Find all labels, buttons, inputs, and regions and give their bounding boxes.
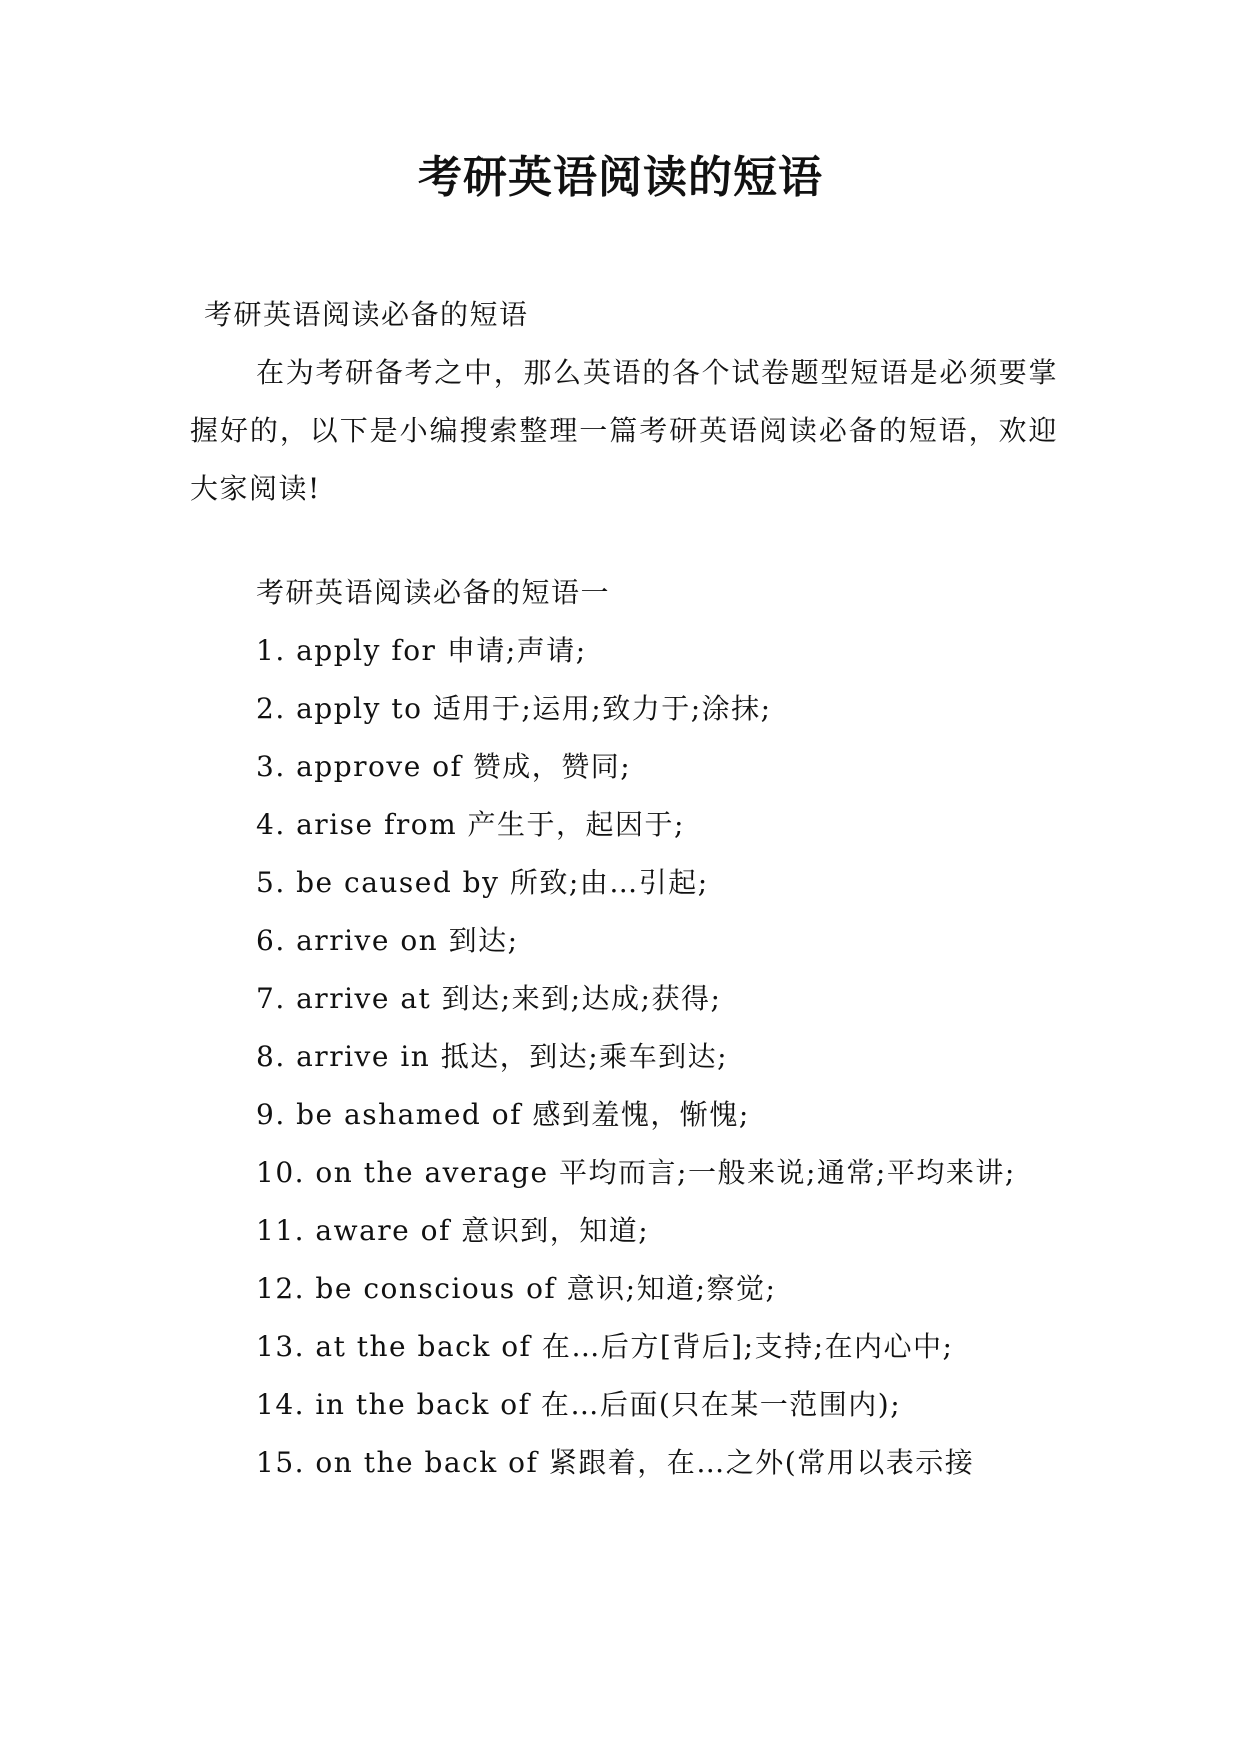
list-item: 11. aware of 意识到，知道; xyxy=(256,1214,650,1247)
list-item: 4. arise from 产生于，起因于; xyxy=(256,808,685,841)
list-item: 8. arrive in 抵达，到达;乘车到达; xyxy=(256,1040,729,1073)
paragraph-gap xyxy=(190,518,1058,564)
document-body xyxy=(190,286,1058,1492)
section-heading: 考研英语阅读必备的短语一 xyxy=(256,576,611,609)
list-item: 6. arrive on 到达; xyxy=(256,924,519,957)
list-item: 3. approve of 赞成，赞同; xyxy=(256,750,632,783)
intro-paragraph: 在为考研备考之中，那么英语的各个试卷题型短语是必须要掌握好的，以下是小编搜索整理一篇考研英语阅读必备的短语，欢迎大家阅读! xyxy=(190,356,1058,505)
list-item: 2. apply to 适用于;运用;致力于;涂抹; xyxy=(256,692,772,725)
list-item: 12. be conscious of 意识;知道;察觉; xyxy=(256,1272,777,1305)
document-title: 考研英语阅读的短语 xyxy=(418,152,823,203)
list-item: 15. on the back of 紧跟着，在…之外(常用以表示接 xyxy=(256,1446,975,1479)
list-item: 13. at the back of 在…后方[背后];支持;在内心中; xyxy=(256,1330,954,1363)
list-item: 7. arrive at 到达;来到;达成;获得; xyxy=(256,982,722,1015)
document-subtitle: 考研英语阅读必备的短语 xyxy=(204,298,529,331)
list-item: 5. be caused by 所致;由…引起; xyxy=(256,866,709,899)
list-item: 1. apply for 申请;声请; xyxy=(256,634,587,667)
list-item: 9. be ashamed of 感到羞愧，惭愧; xyxy=(256,1098,750,1131)
list-item: 10. on the average 平均而言;一般来说;通常;平均来讲; xyxy=(256,1156,1016,1189)
list-item: 14. in the back of 在…后面(只在某一范围内); xyxy=(256,1388,902,1421)
